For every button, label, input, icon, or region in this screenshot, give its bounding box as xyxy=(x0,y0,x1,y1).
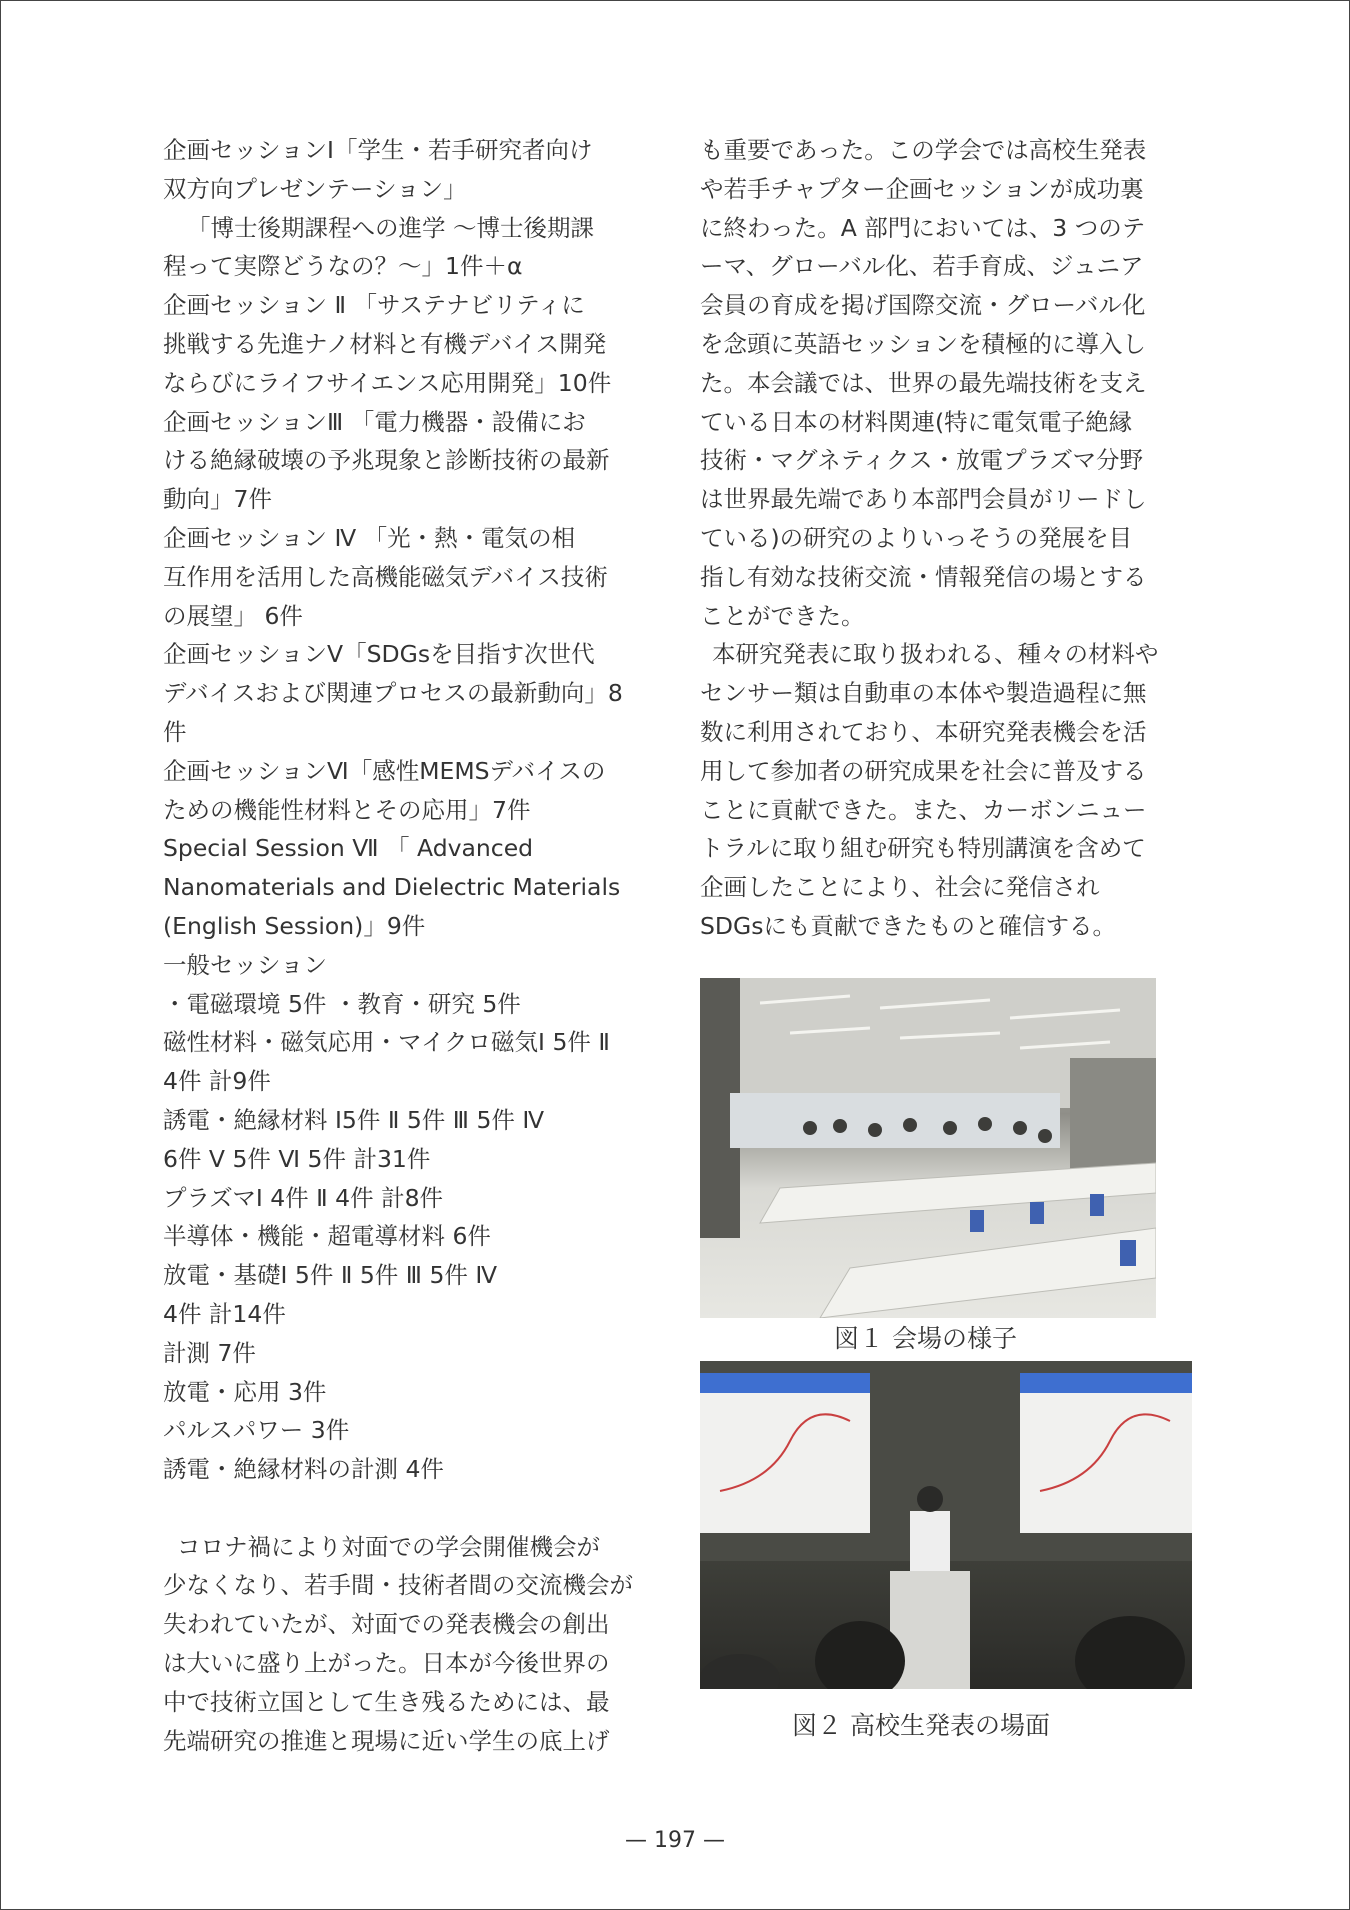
text-line: デバイスおよび関連プロセスの最新動向」8 xyxy=(163,679,623,708)
venue-photo xyxy=(700,978,1156,1318)
text-line: 「博士後期課程への進学 ～博士後期課 xyxy=(187,213,594,242)
text-line: 企画セッション Ⅳ 「光・熱・電気の相 xyxy=(163,523,576,552)
venue-photo-illustration xyxy=(700,978,1156,1318)
text-line: 放電・基礎Ⅰ 5件 Ⅱ 5件 Ⅲ 5件 Ⅳ xyxy=(163,1261,498,1290)
figure-1-caption: 図１ 会場の様子 xyxy=(834,1324,1017,1353)
text-line: 技術・マグネティクス・放電プラズマ分野 xyxy=(700,446,1143,475)
text-line: 互作用を活用した高機能磁気デバイス技術 xyxy=(163,562,608,591)
text-line: 企画セッションⅥ「感性MEMSデバイスの xyxy=(163,756,606,785)
text-line: ならびにライフサイエンス応用開発」10件 xyxy=(163,368,612,397)
text-line: ことに貢献できた。また、カーボンニュー xyxy=(700,795,1147,824)
text-line: 誘電・絶縁材料 Ⅰ5件 Ⅱ 5件 Ⅲ 5件 Ⅳ xyxy=(163,1105,545,1134)
text-line: 程って実際どうなの？～」1件＋α xyxy=(163,252,523,281)
text-line: コロナ禍により対面での学会開催機会が xyxy=(177,1532,600,1561)
text-line: ための機能性材料とその応用」7件 xyxy=(163,795,531,824)
paragraph-gap xyxy=(163,1489,643,1528)
right-column xyxy=(700,131,1180,946)
text-line: 会員の育成を掲げ国際交流・グローバル化 xyxy=(700,291,1146,320)
text-line: Special Session Ⅶ 「 Advanced xyxy=(163,834,534,863)
text-line: 双方向プレゼンテーション」 xyxy=(163,174,467,203)
text-line: ている日本の材料関連(特に電気電子絶縁 xyxy=(700,407,1133,436)
page-number: — 197 — xyxy=(625,1828,725,1853)
presentation-photo-illustration xyxy=(700,1361,1192,1689)
left-column xyxy=(163,131,643,1760)
text-line: 一般セッション xyxy=(163,950,328,979)
text-line: ている)の研究のよりいっそうの発展を目 xyxy=(700,523,1133,552)
figure-2-caption: 図２ 高校生発表の場面 xyxy=(792,1711,1050,1740)
text-line: トラルに取り組む研究も特別講演を含めて xyxy=(700,834,1146,863)
text-line: 6件 Ⅴ 5件 Ⅵ 5件 計31件 xyxy=(163,1144,431,1173)
text-line: 用して参加者の研究成果を社会に普及する xyxy=(700,756,1147,785)
text-line: 半導体・機能・超電導材料 6件 xyxy=(163,1222,491,1251)
text-line: 計測 7件 xyxy=(163,1338,256,1367)
text-line: Nanomaterials and Dielectric Materials xyxy=(163,873,621,902)
text-line: SDGsにも貢献できたものと確信する。 xyxy=(700,911,1116,940)
text-line: ・電磁環境 5件 ・教育・研究 5件 xyxy=(163,989,521,1018)
presentation-photo xyxy=(700,1361,1192,1689)
text-line: た。本会議では、世界の最先端技術を支え xyxy=(700,368,1147,397)
text-line: に終わった。A 部門においては、3 つのテ xyxy=(700,213,1146,242)
text-line: 少なくなり、若手間・技術者間の交流機会が xyxy=(163,1571,633,1600)
text-line: 指し有効な技術交流・情報発信の場とする xyxy=(700,562,1147,591)
text-line: ける絶縁破壊の予兆現象と診断技術の最新 xyxy=(163,446,610,475)
text-line: 件 xyxy=(163,717,187,746)
text-line: 中で技術立国として生き残るためには、最 xyxy=(163,1687,610,1716)
text-line: を念頭に英語セッションを積極的に導入し xyxy=(700,329,1147,358)
text-line: 動向」7件 xyxy=(163,485,272,514)
text-line: 企画したことにより、社会に発信され xyxy=(700,873,1100,902)
text-line: 4件 計9件 xyxy=(163,1067,271,1096)
text-line: 誘電・絶縁材料の計測 4件 xyxy=(163,1455,444,1484)
text-line: 企画セッションⅢ 「電力機器・設備にお xyxy=(163,407,586,436)
text-line: や若手チャプター企画セッションが成功裏 xyxy=(700,174,1144,203)
text-line: (English Session)」9件 xyxy=(163,911,426,940)
text-line: 挑戦する先進ナノ材料と有機デバイス開発 xyxy=(163,329,607,358)
text-line: は大いに盛り上がった。日本が今後世界の xyxy=(163,1649,610,1678)
text-line: 本研究発表に取り扱われる、種々の材料や xyxy=(712,640,1159,669)
text-line: 企画セッション Ⅱ 「サステナビリティに xyxy=(163,291,585,320)
text-line: 数に利用されており、本研究発表機会を活 xyxy=(700,717,1147,746)
text-line: は世界最先端であり本部門会員がリードし xyxy=(700,485,1147,514)
text-line: ーマ、グローバル化、若手育成、ジュニア xyxy=(700,252,1144,281)
text-line: 企画セッションⅠ「学生・若手研究者向け xyxy=(163,136,593,164)
text-line: 企画セッションⅤ「SDGsを目指す次世代 xyxy=(163,640,595,669)
text-line: 先端研究の推進と現場に近い学生の底上げ xyxy=(163,1726,610,1755)
text-line: パルスパワー 3件 xyxy=(163,1416,350,1445)
text-line: 失われていたが、対面での発表機会の創出 xyxy=(163,1610,610,1639)
text-line: の展望」 6件 xyxy=(163,601,303,630)
text-line: センサー類は自動車の本体や製造過程に無 xyxy=(700,679,1147,708)
text-line: プラズマⅠ 4件 Ⅱ 4件 計8件 xyxy=(163,1183,444,1212)
text-line: ことができた。 xyxy=(700,601,865,630)
text-line: 4件 計14件 xyxy=(163,1299,286,1328)
text-line: 磁性材料・磁気応用・マイクロ磁気Ⅰ 5件 Ⅱ xyxy=(163,1028,610,1057)
text-line: 放電・応用 3件 xyxy=(163,1377,327,1406)
text-line: も重要であった。この学会では高校生発表 xyxy=(700,136,1147,164)
